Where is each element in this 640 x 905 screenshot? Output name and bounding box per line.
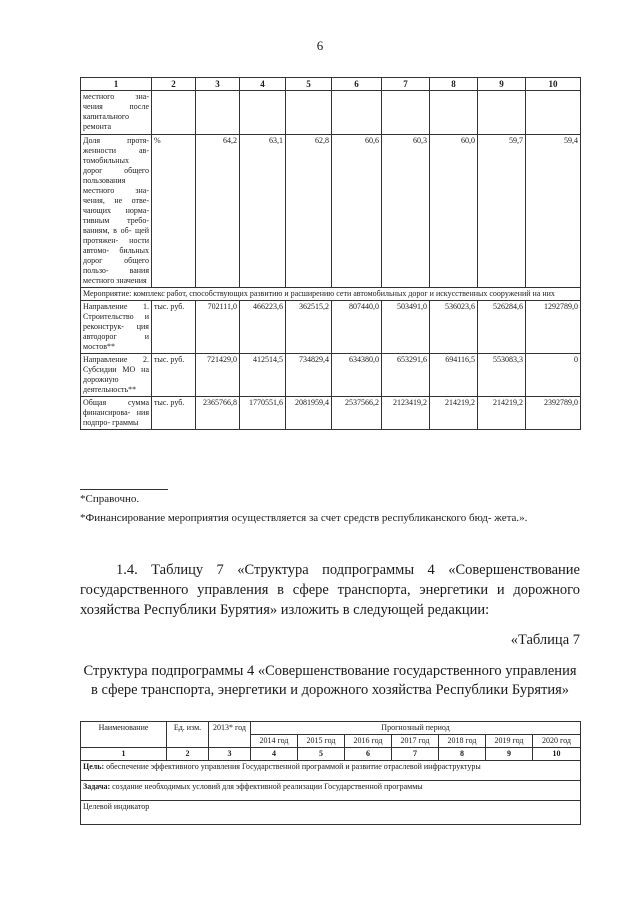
- cell: 1770551,6: [240, 397, 286, 430]
- header-year: 2020 год: [533, 735, 581, 748]
- header-cell: 1: [81, 78, 152, 91]
- header-cell: 4: [240, 78, 286, 91]
- table-label: «Таблица 7: [510, 632, 580, 648]
- cell: 2392789,0: [526, 397, 581, 430]
- table-row: [81, 135, 581, 288]
- header-year: 2014 год: [251, 735, 298, 748]
- event-text: Мероприятие: комплекс работ, способствующих развитию и расширению сети автомобильных дорог и искусственных сооружений на них: [81, 288, 581, 301]
- column-number: 6: [345, 748, 392, 761]
- cell: [526, 91, 581, 135]
- cell: 553083,3: [478, 354, 526, 397]
- row-unit: тыс. руб.: [152, 301, 196, 354]
- header-year: 2018 год: [439, 735, 486, 748]
- header-forecast: Прогнозный период: [251, 722, 581, 735]
- table-header-row: [81, 78, 581, 91]
- task-row: [81, 781, 581, 801]
- table-row: [81, 301, 581, 354]
- cell: 2081959,4: [286, 397, 332, 430]
- cell: [196, 91, 240, 135]
- goal-label: Цель:: [83, 762, 105, 771]
- column-number: 1: [81, 748, 167, 761]
- cell: 653291,6: [382, 354, 430, 397]
- cell: 702111,0: [196, 301, 240, 354]
- cell: 503491,0: [382, 301, 430, 354]
- row-name: Доля протя- женности ав- томобильных дорог общего пользования местного зна- чения, не отве- чающих норма- тивным требо- ваниям, в об- щей протяжен- ности автомо- бильных дорог общего пользо- вания местного значения: [81, 135, 152, 288]
- row-unit: тыс. руб.: [152, 354, 196, 397]
- task-label: Задача:: [83, 782, 111, 791]
- cell: 60,6: [332, 135, 382, 288]
- cell: 1292789,0: [526, 301, 581, 354]
- cell: 60,3: [382, 135, 430, 288]
- row-unit: [152, 91, 196, 135]
- cell: 362515,2: [286, 301, 332, 354]
- row-name: местного зна- чения после капитального ремонта: [81, 91, 152, 135]
- header-cell: 5: [286, 78, 332, 91]
- header-cell: 8: [430, 78, 478, 91]
- cell: 63,1: [240, 135, 286, 288]
- indicators-table: [80, 77, 581, 430]
- goal-cell: [81, 761, 581, 781]
- header-cell: 2: [152, 78, 196, 91]
- header-2013: 2013* год: [209, 722, 251, 748]
- cell: 60,0: [430, 135, 478, 288]
- cell: 2537566,2: [332, 397, 382, 430]
- header-name: Наименование: [81, 722, 167, 748]
- cell: [332, 91, 382, 135]
- row-name: Направление 1. Строительство и реконструк- ция автодорог и мостов**: [81, 301, 152, 354]
- cell: 59,7: [478, 135, 526, 288]
- column-number: 7: [392, 748, 439, 761]
- cell: 466223,6: [240, 301, 286, 354]
- body-paragraph: 1.4. Таблицу 7 «Структура подпрограммы 4 «Совершенствование государственного управления в сфере транспорта, энергетики и дорожного хозяйства Республики Бурятия» изложить в следующей редакции:: [80, 562, 580, 618]
- row-unit: %: [152, 135, 196, 288]
- row-name: Общая сумма финансирова- ния подпро- граммы: [81, 397, 152, 430]
- page-number: 6: [316, 38, 324, 53]
- column-number: 2: [167, 748, 209, 761]
- header-cell: 7: [382, 78, 430, 91]
- footnote-1: *Справочно.: [80, 493, 140, 505]
- column-number: 10: [533, 748, 581, 761]
- cell: [430, 91, 478, 135]
- cell: 536023,6: [430, 301, 478, 354]
- cell: [382, 91, 430, 135]
- table-row: [81, 354, 581, 397]
- column-number: 8: [439, 748, 486, 761]
- goal-row: [81, 761, 581, 781]
- event-row: [81, 288, 581, 301]
- header-unit: Ед. изм.: [167, 722, 209, 748]
- header-cell: 10: [526, 78, 581, 91]
- task-text: создание необходимых условий для эффективной реализации Государственной программы: [110, 782, 423, 791]
- cell: 694116,5: [430, 354, 478, 397]
- cell: 214219,2: [478, 397, 526, 430]
- indicator-row: [81, 801, 581, 825]
- task-cell: [81, 781, 581, 801]
- header-cell: 9: [478, 78, 526, 91]
- header-year: 2016 год: [345, 735, 392, 748]
- cell: 412514,5: [240, 354, 286, 397]
- cell: 721429,0: [196, 354, 240, 397]
- row-name: Направление 2. Субсидии МО на дорожную деятельность**: [81, 354, 152, 397]
- cell: [240, 91, 286, 135]
- cell: 0: [526, 354, 581, 397]
- table-row: [81, 397, 581, 430]
- cell: [286, 91, 332, 135]
- cell: 62,8: [286, 135, 332, 288]
- goal-text: обеспечение эффективного управления Государственной программой и развитие отраслевой инфраструктуры: [104, 762, 481, 771]
- footnote-divider: [80, 489, 168, 490]
- cell: 807440,0: [332, 301, 382, 354]
- indicator-cell: Целевой индикатор: [81, 801, 581, 825]
- header-year: 2019 год: [486, 735, 533, 748]
- header-year: 2017 год: [392, 735, 439, 748]
- header-cell: 6: [332, 78, 382, 91]
- cell: 59,4: [526, 135, 581, 288]
- column-numbers-row: [81, 748, 581, 761]
- column-number: 3: [209, 748, 251, 761]
- cell: 526284,6: [478, 301, 526, 354]
- column-number: 5: [298, 748, 345, 761]
- table-header-row: [81, 722, 581, 735]
- cell: 214219,2: [430, 397, 478, 430]
- header-cell: 3: [196, 78, 240, 91]
- cell: 64,2: [196, 135, 240, 288]
- column-number: 4: [251, 748, 298, 761]
- cell: 2123419,2: [382, 397, 430, 430]
- cell: 634380,0: [332, 354, 382, 397]
- table-row: [81, 91, 581, 135]
- cell: 2365766,8: [196, 397, 240, 430]
- cell: [478, 91, 526, 135]
- table-title: Структура подпрограммы 4 «Совершенствование государственного управления в сфере транспорта, энергетики и дорожного хозяйства Республики Бурятия»: [83, 663, 577, 698]
- column-number: 9: [486, 748, 533, 761]
- footnote-2: *Финансирование мероприятия осуществляется за счет средств республиканского бюд- жета.».: [80, 512, 528, 524]
- structure-table: [80, 721, 581, 825]
- header-year: 2015 год: [298, 735, 345, 748]
- cell: 734829,4: [286, 354, 332, 397]
- row-unit: тыс. руб.: [152, 397, 196, 430]
